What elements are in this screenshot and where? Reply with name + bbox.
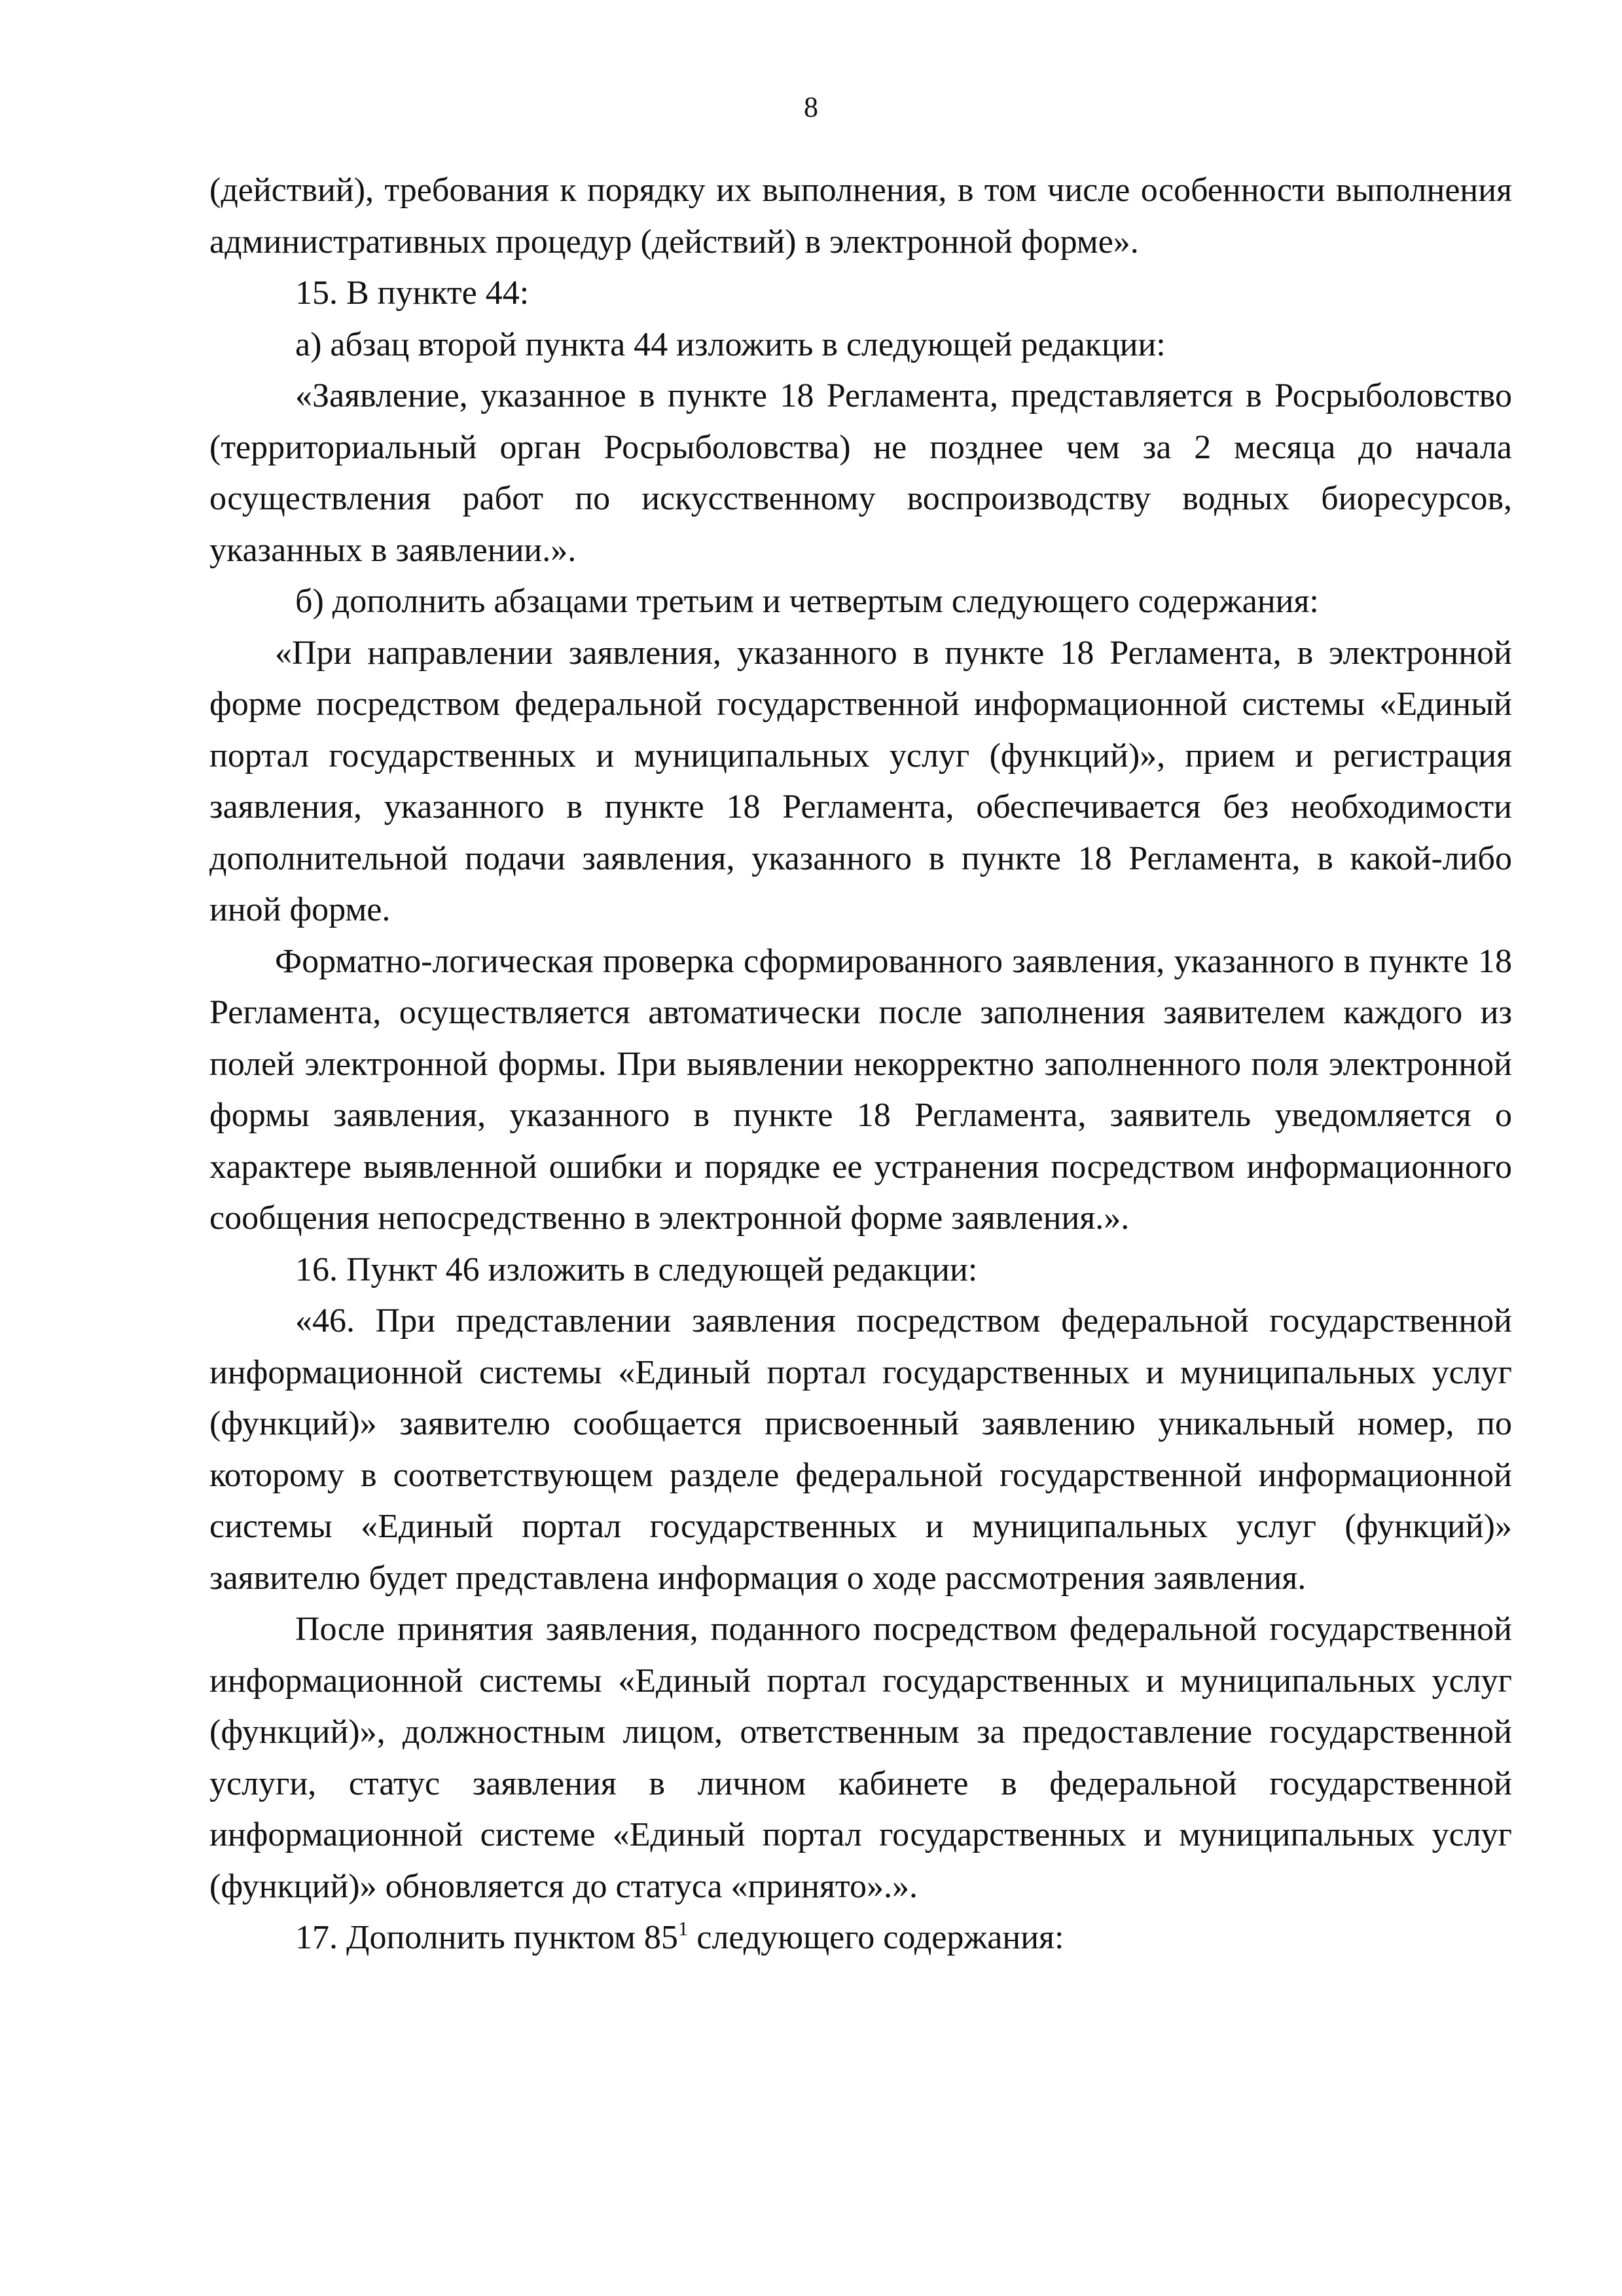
paragraph-item-15a: а) абзац второй пункта 44 изложить в следующей редакции:: [295, 325, 1166, 363]
paragraph-after-acceptance: После принятия заявления, поданного посредством федеральной государственной информационной системы «Единый портал государственных и муниципальных услуг (функций)», должностным лицом, ответственным за предоставление государственной услуги, статус заявления в личном кабинете в федеральной государственной информационной системе «Единый портал государственных и муниципальных услуг (функций)» обновляется до статуса «принято».».: [209, 1611, 1512, 1905]
paragraph-quote-electronic-submission: «При направлении заявления, указанного в пункте 18 Регламента, в электронной форме посредством федеральной государственной информационной системы «Единый портал государственных и муниципальных услуг (функций)», прием и регистрация заявления, указанного в пункте 18 Регламента, обеспечивается без необходимости дополнительной подачи заявления, указанного в пункте 18 Регламента, в какой-либо иной форме.: [209, 634, 1512, 928]
paragraph-quote-application: «Заявление, указанное в пункте 18 Регламента, представляется в Росрыболовство (территориальный орган Росрыболовства) не позднее чем за 2 месяца до начала осуществления работ по искусственному воспроизводству водных биоресурсов, указанных в заявлении.».: [209, 377, 1512, 569]
paragraph-item-15b: б) дополнить абзацами третьим и четвертым следующего содержания:: [295, 583, 1319, 620]
paragraph-item-17-end: следующего содержания:: [688, 1919, 1064, 1956]
paragraph-item-17-start: 17. Дополнить пунктом 85: [295, 1919, 678, 1956]
paragraph-format-check: Форматно-логическая проверка сформированного заявления, указанного в пункте 18 Регламента, осуществляется автоматически после заполнения заявителем каждого из полей электронной формы. При выявлении некорректно заполненного поля электронной формы заявления, указанного в пункте 18 Регламента, заявитель уведомляется о характере выявленной ошибки и порядке ее устранения посредством информационного сообщения непосредственно в электронной форме заявления.».: [209, 942, 1512, 1237]
paragraph-item-16: 16. Пункт 46 изложить в следующей редакции:: [295, 1250, 978, 1288]
paragraph-item-15: 15. В пункте 44:: [295, 274, 530, 312]
paragraph-item-17: [209, 1912, 1512, 1968]
document-body: [209, 165, 1512, 1968]
paragraph-continuation: (действий), требования к порядку их выполнения, в том числе особенности выполнения административных процедур (действий) в электронной форме».: [209, 172, 1512, 261]
superscript-one: 1: [677, 1917, 689, 1940]
paragraph-quote-item-46: «46. При представлении заявления посредством федеральной государственной информационной системы «Единый портал государственных и муниципальных услуг (функций)» заявителю сообщается присвоенный заявлению уникальный номер, по которому в соответствующем разделе федеральной государственной информационной системы «Единый портал государственных и муниципальных услуг (функций)» заявителю будет представлена информация о ходе рассмотрения заявления.: [209, 1302, 1512, 1597]
page-number: 8: [804, 91, 818, 123]
